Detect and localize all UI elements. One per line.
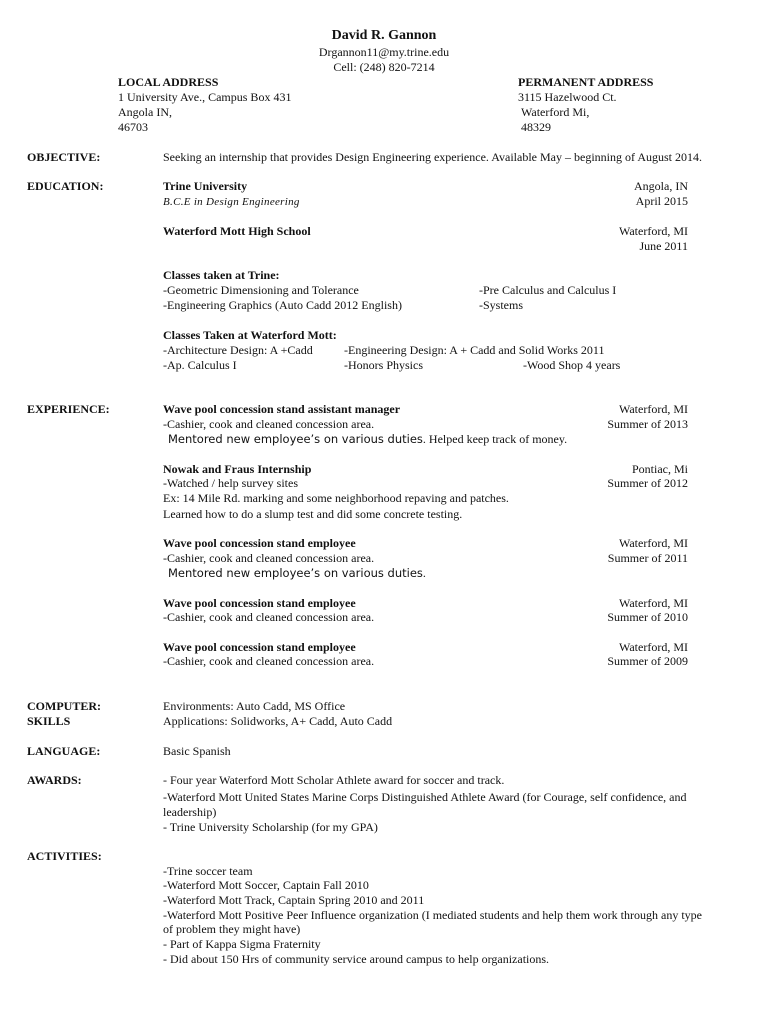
job-title: Wave pool concession stand employee xyxy=(163,536,356,550)
job-duty-part: . Helped keep track of money. xyxy=(422,432,568,446)
activity-item: - Did about 150 Hrs of community service around campus to help organizations. xyxy=(163,952,550,966)
job-duty: -Watched / help survey sites xyxy=(163,476,298,490)
job-title: Wave pool concession stand employee xyxy=(163,640,356,654)
objective-label: OBJECTIVE: xyxy=(27,150,101,164)
awards-label: AWARDS: xyxy=(27,773,82,787)
skills-environments: Environments: Auto Cadd, MS Office xyxy=(163,699,346,713)
language-label: LANGUAGE: xyxy=(27,744,101,758)
skills-applications: Applications: Solidworks, A+ Cadd, Auto Cadd xyxy=(163,714,393,728)
job-location: Waterford, MI xyxy=(618,536,688,550)
experience-label: EXPERIENCE: xyxy=(27,402,110,416)
school-name: Trine University xyxy=(163,179,248,193)
activity-item: -Trine soccer team xyxy=(163,864,253,878)
award-item: - Four year Waterford Mott Scholar Athlete award for soccer and track. xyxy=(163,773,505,787)
trine-classes-title: Classes taken at Trine: xyxy=(163,268,280,282)
local-address-line2: Angola IN, xyxy=(118,105,172,119)
job-date: Summer of 2013 xyxy=(607,417,688,431)
job-location: Pontiac, Mi xyxy=(632,462,688,476)
activity-item: -Waterford Mott Track, Captain Spring 2010 and 2011 xyxy=(163,893,425,907)
permanent-address-line3: 48329 xyxy=(521,120,551,134)
job-title: Wave pool concession stand employee xyxy=(163,596,356,610)
permanent-address-line1: 3115 Hazelwood Ct. xyxy=(518,90,617,104)
class-item: -Honors Physics xyxy=(344,358,424,372)
skills-label: SKILLS xyxy=(27,714,71,728)
class-item: -Ap. Calculus I xyxy=(163,358,237,372)
objective-text: Seeking an internship that provides Design Engineering experience. Available May – beginning of August 2014. xyxy=(163,150,702,164)
job-title: Wave pool concession stand assistant manager xyxy=(163,402,401,416)
school-location: Waterford, MI xyxy=(618,224,688,238)
school-location: Angola, IN xyxy=(634,179,688,193)
award-item: -Waterford Mott United States Marine Corps Distinguished Athlete Award (for Courage, self confidence, and xyxy=(163,790,687,804)
class-item: -Engineering Design: A + Cadd and Solid Works 2011 xyxy=(344,343,605,357)
education-label: EDUCATION: xyxy=(27,179,104,193)
class-item: -Engineering Graphics (Auto Cadd 2012 English) xyxy=(163,298,402,312)
language-text: Basic Spanish xyxy=(163,744,231,758)
class-item: -Systems xyxy=(479,298,524,312)
resume-name: David R. Gannon xyxy=(331,28,437,43)
job-date: Summer of 2011 xyxy=(607,551,688,565)
job-title: Nowak and Fraus Internship xyxy=(163,462,312,476)
job-duty: -Cashier, cook and cleaned concession area. xyxy=(163,417,375,431)
job-duty xyxy=(168,566,426,581)
award-item: - Trine University Scholarship (for my GPA) xyxy=(163,820,378,834)
mott-classes-title: Classes Taken at Waterford Mott: xyxy=(163,328,337,342)
job-duty-part: Mentored new employee’s on various duties xyxy=(168,432,423,446)
job-date: Summer of 2009 xyxy=(607,654,688,668)
job-duty: -Cashier, cook and cleaned concession area. xyxy=(163,551,375,565)
activity-item: -Waterford Mott Soccer, Captain Fall 2010 xyxy=(163,878,369,892)
job-duty xyxy=(168,432,567,447)
cell-phone-text: Cell: (248) 820-7214 xyxy=(333,60,435,74)
school-name: Waterford Mott High School xyxy=(163,224,311,238)
class-item: -Pre Calculus and Calculus I xyxy=(479,283,617,297)
activity-item: - Part of Kappa Sigma Fraternity xyxy=(163,937,321,951)
class-item: -Geometric Dimensioning and Tolerance xyxy=(163,283,359,297)
activities-label: ACTIVITIES: xyxy=(27,849,102,863)
school-date: June 2011 xyxy=(639,239,688,253)
job-duty-part: . xyxy=(422,566,426,580)
job-date: Summer of 2012 xyxy=(607,476,688,490)
activity-item: -Waterford Mott Positive Peer Influence organization (I mediated students and help them work through any type xyxy=(163,908,702,922)
job-duty-part: Mentored new employee’s on various duties xyxy=(168,566,423,580)
local-address-line1: 1 University Ave., Campus Box 431 xyxy=(118,90,292,104)
class-item: -Architecture Design: A +Cadd xyxy=(163,343,313,357)
degree-text: B.C.E in Design Engineering xyxy=(163,196,300,208)
permanent-address-label: PERMANENT ADDRESS xyxy=(518,75,654,89)
computer-label: COMPUTER: xyxy=(27,699,101,713)
award-item: leadership) xyxy=(163,805,217,819)
school-date: April 2015 xyxy=(635,194,688,208)
job-location: Waterford, MI xyxy=(618,596,688,610)
local-address-line3: 46703 xyxy=(118,120,148,134)
job-location: Waterford, MI xyxy=(618,640,688,654)
job-duty: Learned how to do a slump test and did some concrete testing. xyxy=(163,507,463,521)
activity-item: of problem they might have) xyxy=(163,922,301,936)
job-duty: -Cashier, cook and cleaned concession area. xyxy=(163,610,375,624)
local-address-label: LOCAL ADDRESS xyxy=(118,75,219,89)
permanent-address-line2: Waterford Mi, xyxy=(521,105,590,119)
job-date: Summer of 2010 xyxy=(607,610,688,624)
job-duty: -Cashier, cook and cleaned concession area. xyxy=(163,654,375,668)
email-text: Drgannon11@my.trine.edu xyxy=(318,45,450,59)
job-location: Waterford, MI xyxy=(618,402,688,416)
class-item: -Wood Shop 4 years xyxy=(523,358,621,372)
job-duty: Ex: 14 Mile Rd. marking and some neighborhood repaving and patches. xyxy=(163,491,509,505)
